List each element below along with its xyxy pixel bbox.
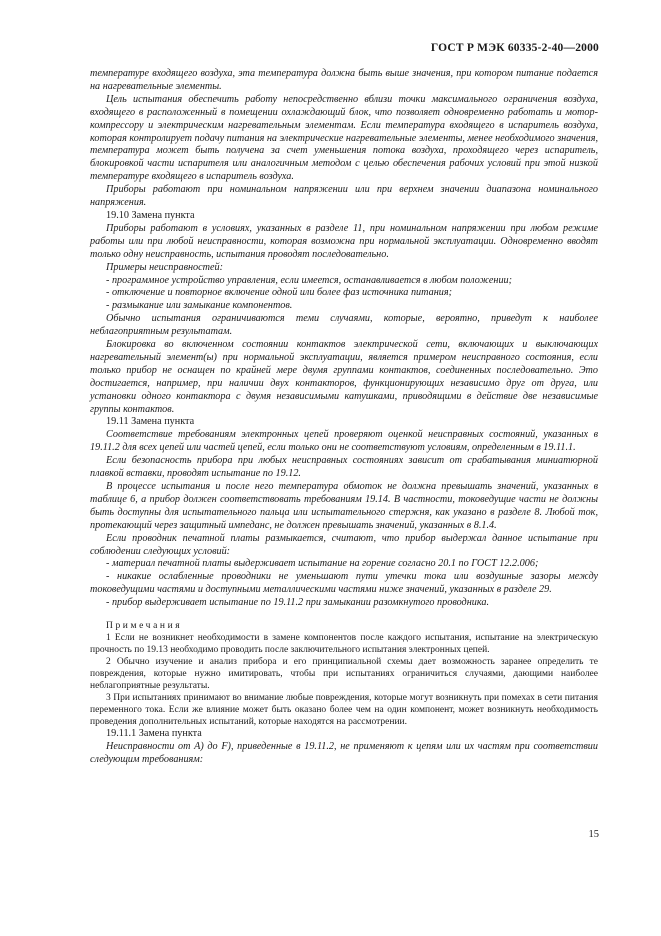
paragraph: В процессе испытания и после него температура обмоток не должна превышать значений, указанных в таблице 6, а прибор должен соответствовать требованиям 19.14. В частности, токоведущие части не должны быть доступны для испытательного пальца или испытательного стержня, как указано в разделе 8. Любой ток, протекающий через защитный импеданс, не должен превышать значений, указанных в 8.1.4. — [90, 481, 598, 531]
notes-title: Примечания — [106, 621, 183, 632]
note-item: 1 Если не возникнет необходимости в замене компонентов после каждого испытания, испытание на электрическую прочность по 19.13 необходимо проводить после заключительного испытания электронных цепей. — [90, 633, 598, 656]
paragraph: Неисправности от А) до F), приведенные в 19.11.2, не применяют к цепям или их частям при соответствии следующим требованиям: — [90, 740, 598, 765]
notes-block — [90, 620, 598, 728]
paragraph: Блокировка во включенном состоянии контактов электрической сети, включающих и выключающих нагревательный элемент(ы) при нормальной эксплуатации, является примером неисправного состояния, если только прибор не оснащен по крайней мере двумя группами контактов, соединенных последовательно. Это достигается, например, при наличии двух контакторов, функционирующих независимо друг от друга, или установки одного контактора с двумя независимыми катушками, приводящими в действие две независимые группы контактов. — [90, 339, 598, 415]
section-heading-19-11-1: 19.11.1 Замена пункта — [106, 728, 202, 740]
list-item: - прибор выдерживает испытание по 19.11.2 при замыкании разомкнутого проводника. — [106, 597, 490, 609]
list-item: - программное устройство управления, если имеется, останавливается в любом положении; — [106, 274, 513, 286]
paragraph: температуре входящего воздуха, эта температура должна быть выше значения, при котором питание подается на нагревательные элементы. — [90, 68, 598, 92]
paragraph: Цель испытания обеспечить работу непосредственно вблизи точки максимального ограничения воздуха, входящего в расположенный в помещении охлаждающий блок, что позволяет одновременно работать и мотор-компрессору и электрическим нагревательным элементам. Если температура входящего в испаритель воздуха, которая контролирует подачу питания на электрические нагревательные элементы, менее необходимого значения, температура может быть получена за счет уменьшения потока воздуха, проходящего через испаритель, блокировкой части испарителя или аналогичным методом с целью обеспечения рабочих условий при этой низкой температуре входящего в испаритель воздуха. — [90, 93, 598, 183]
note-item: 3 При испытаниях принимают во внимание любые повреждения, которые могут возникнуть при помехах в сети питания переменного тока. Если же влияние может быть оказано более чем на один компонент, может возникнуть необходимость проведения дополнительных испытаний, которые находятся на рассмотрении. — [90, 693, 598, 728]
list-item: - отключение и повторное включение одной или более фаз источника питания; — [106, 287, 452, 299]
paragraph: Приборы работают при номинальном напряжении или при верхнем значении диапазона номинального напряжения. — [90, 184, 598, 209]
list-item: - никакие ослабленные проводники не уменьшают пути утечки тока или воздушные зазоры между токоведущими частями и доступными металлическими частями ниже значений, указанных в разделе 29. — [90, 571, 598, 596]
paragraph: Примеры неисправностей: — [106, 261, 224, 273]
paragraph: Соответствие требованиям электронных цепей проверяют оценкой неисправных состояний, указанных в 19.11.2 для всех цепей или частей цепей, если только они не соответствуют условиям, определенным в 19.11.1. — [90, 429, 598, 454]
list-item: - размыкание или замыкание компонентов. — [106, 300, 293, 312]
section-heading-19-11: 19.11 Замена пункта — [106, 416, 195, 428]
note-item: 2 Обычно изучение и анализ прибора и его принципиальной схемы дает возможность заранее определить те повреждения, которые нужно имитировать, чтобы при испытаниях ограничиться случаями, дающими наиболее неблагоприятные результаты. — [90, 657, 598, 692]
page-number: 15 — [588, 829, 599, 840]
section-heading-19-10: 19.10 Замена пункта — [106, 209, 195, 221]
document-body — [90, 68, 598, 767]
list-item: - материал печатной платы выдерживает испытание на горение согласно 20.1 по ГОСТ 12.2.006; — [106, 558, 539, 570]
standard-code-header: ГОСТ Р МЭК 60335-2-40—2000 — [430, 42, 599, 54]
paragraph: Если безопасность прибора при любых неисправных состояниях зависит от срабатывания миниатюрной плавкой вставки, проводят испытание по 19.12. — [90, 455, 598, 480]
paragraph: Приборы работают в условиях, указанных в разделе 11, при номинальном напряжении при любом режиме работы или при любой неисправности, которая возможна при нормальной эксплуатации. Одновременно вводят только одну неисправность, испытания проводят последовательно. — [90, 222, 598, 260]
paragraph: Если проводник печатной платы размыкается, считают, что прибор выдержал данное испытание при соблюдении следующих условий: — [90, 532, 598, 557]
paragraph: Обычно испытания ограничиваются теми случаями, которые, вероятно, приведут к наиболее неблагоприятным результатам. — [90, 313, 598, 338]
